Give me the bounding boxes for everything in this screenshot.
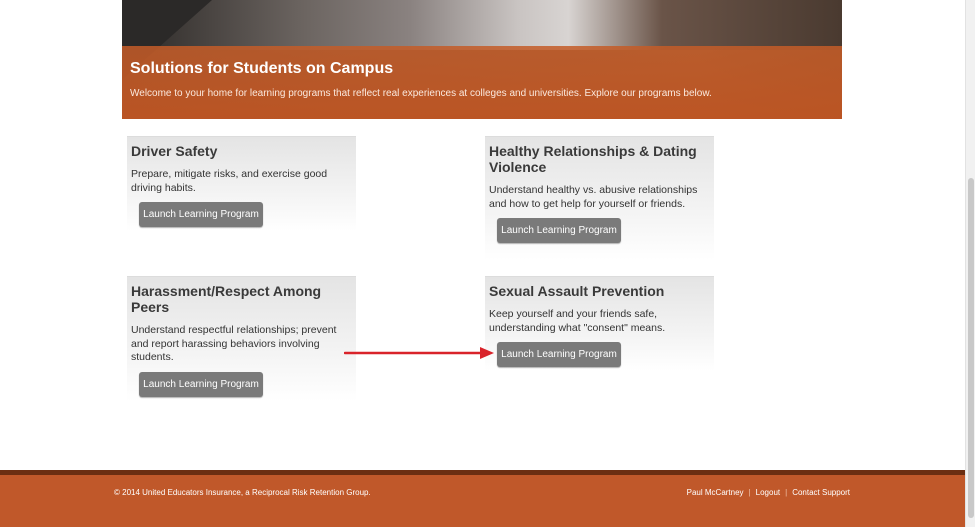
scrollbar-thumb[interactable]	[968, 178, 974, 518]
hero-overlay	[122, 46, 842, 119]
hero-title: Solutions for Students on Campus	[130, 60, 394, 77]
user-name-link[interactable]: Paul McCartney	[686, 488, 744, 497]
vertical-scrollbar[interactable]	[965, 0, 975, 527]
card-title: Healthy Relationships & Dating Violence	[489, 143, 697, 175]
card-description: Understand healthy vs. abusive relationships and how to get help for yourself or friends.	[489, 184, 698, 210]
hero-banner	[122, 0, 842, 119]
footer-links	[687, 488, 850, 497]
annotation-arrow-icon	[344, 345, 496, 361]
card-title: Harassment/Respect Among Peers	[131, 283, 322, 315]
card-description: Understand respectful relationships; prevent and report harassing behaviors involving students.	[131, 324, 337, 363]
program-card-healthy-relationships	[485, 136, 714, 260]
launch-program-button[interactable]: Launch Learning Program	[497, 218, 621, 243]
program-card-harassment-respect	[127, 276, 356, 401]
program-card-sexual-assault-prevention	[485, 276, 714, 371]
card-title: Driver Safety	[131, 143, 218, 159]
logout-link[interactable]: Logout	[755, 488, 781, 497]
card-title: Sexual Assault Prevention	[489, 283, 665, 299]
footer-copyright: © 2014 United Educators Insurance, a Reciprocal Risk Retention Group.	[114, 488, 371, 497]
contact-support-link[interactable]: Contact Support	[792, 488, 850, 497]
hero-photo	[122, 0, 842, 50]
launch-program-button[interactable]: Launch Learning Program	[139, 372, 263, 397]
hero-subtitle: Welcome to your home for learning programs that reflect real experiences at colleges and universities. Explore our programs below.	[130, 88, 712, 99]
footer-separator: |	[748, 488, 751, 497]
footer	[0, 470, 965, 527]
card-description: Keep yourself and your friends safe, understanding what "consent" means.	[489, 308, 666, 334]
footer-separator: |	[785, 488, 788, 497]
program-card-driver-safety	[127, 136, 356, 231]
launch-program-button[interactable]: Launch Learning Program	[497, 342, 621, 367]
card-description: Prepare, mitigate risks, and exercise good driving habits.	[131, 168, 328, 194]
launch-program-button[interactable]: Launch Learning Program	[139, 202, 263, 227]
